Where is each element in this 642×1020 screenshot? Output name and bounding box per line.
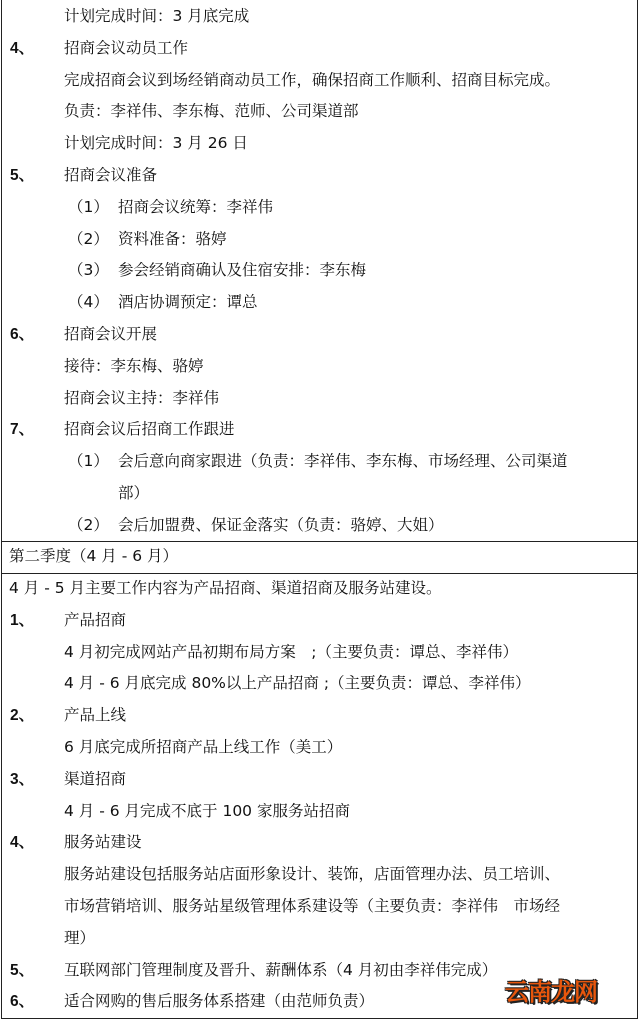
item-number: 2、 [10,707,35,725]
line-text: 负责：李祥伟、李东梅、范师、公司渠道部 [64,102,359,121]
numbered-item [2,33,637,65]
q2-header-cell [1,541,638,574]
text-line [2,65,637,97]
line-text: 酒店协调预定：谭总 [118,293,258,312]
line-text: 招商会议主持：李祥伟 [64,388,220,407]
line-text: 资料准备：骆婷 [118,229,227,248]
text-line [2,732,637,764]
line-text: 互联网部门管理制度及晋升、薪酬体系（4 月初由李祥伟完成） [64,960,498,979]
item-number: 6、 [10,325,35,343]
text-line [2,1,637,33]
sub-item [2,510,637,542]
line-text: 产品上线 [64,706,127,725]
sub-item [2,224,637,256]
line-text: 部） [118,483,150,502]
sub-item-number: （2） [68,229,109,248]
line-text: 招商会议开展 [64,324,158,343]
text-line [2,891,637,923]
numbered-item [2,605,637,637]
line-text: 产品招商 [64,610,127,629]
line-text: 4 月 - 6 月底完成 80%以上产品招商 ;（主要负责：谭总、李祥伟） [64,674,531,693]
text-line [2,478,637,510]
item-number: 5、 [10,166,35,184]
text-line [2,859,637,891]
text-line [2,668,637,700]
line-text: 4 月初完成网站产品初期布局方案 ;（主要负责：谭总、李祥伟） [64,642,519,661]
text-line [2,383,637,415]
sub-item [2,446,637,478]
q1-tasks-cell [1,0,638,542]
sub-item-number: （1） [68,197,109,216]
text-line [2,128,637,160]
item-number: 5、 [10,961,35,979]
text-line [2,923,637,955]
sub-item-number: （1） [68,452,109,471]
section-title: 第二季度（4 月 - 6 月） [9,547,179,565]
numbered-item [2,414,637,446]
text-line [2,573,637,605]
line-text: 接待：李东梅、骆婷 [64,356,204,375]
line-text: 6 月底完成所招商产品上线工作（美工） [64,737,343,756]
text-line [2,637,637,669]
item-number: 4、 [10,834,35,852]
sub-item-number: （2） [68,515,109,534]
item-number: 4、 [10,39,35,57]
text-line [2,351,637,383]
line-text: 会后加盟费、保证金落实（负责：骆婷、大姐） [118,515,444,534]
text-line [2,96,637,128]
numbered-item [2,319,637,351]
sub-item [2,287,637,319]
line-text: 计划完成时间：3 月底完成 [64,7,250,25]
watermark-logo: 云南龙网 [505,978,597,1006]
line-text: 适合网购的售后服务体系搭建（由范师负责） [64,992,375,1011]
sub-item-number: （4） [68,293,109,312]
text-line [2,796,637,828]
line-text: 理） [64,928,96,947]
q2-tasks-cell [1,573,638,1019]
item-number: 3、 [10,770,35,788]
section-heading [2,541,637,573]
line-text: 招商会议准备 [64,165,158,184]
line-text: 计划完成时间：3 月 26 日 [64,134,248,153]
sub-item-number: （3） [68,261,109,280]
line-text: 招商会议后招商工作跟进 [64,420,235,439]
numbered-item [2,827,637,859]
line-text: 完成招商会议到场经销商动员工作，确保招商工作顺利、招商目标完成。 [64,70,561,89]
line-text: 4 月 - 5 月主要工作内容为产品招商、渠道招商及服务站建设。 [9,579,442,597]
line-text: 4 月 - 6 月完成不底于 100 家服务站招商 [64,801,350,820]
line-text: 招商会议动员工作 [64,38,189,57]
line-text: 服务站建设包括服务站店面形象设计、装饰，店面管理办法、员工培训、 [64,865,561,884]
item-number: 6、 [10,993,35,1011]
numbered-item [2,700,637,732]
line-text: 会后意向商家跟进（负责：李祥伟、李东梅、市场经理、公司渠道 [118,452,568,471]
line-text: 市场营销培训、服务站星级管理体系建设等（主要负责：李祥伟 市场经 [64,896,561,915]
numbered-item [2,160,637,192]
sub-item [2,192,637,224]
line-text: 招商会议统筹：李祥伟 [118,197,274,216]
line-text: 渠道招商 [64,769,127,788]
numbered-item [2,764,637,796]
item-number: 7、 [10,421,35,439]
line-text: 服务站建设 [64,833,142,852]
line-text: 参会经销商确认及住宿安排：李东梅 [118,261,367,280]
sub-item [2,255,637,287]
item-number: 1、 [10,611,35,629]
